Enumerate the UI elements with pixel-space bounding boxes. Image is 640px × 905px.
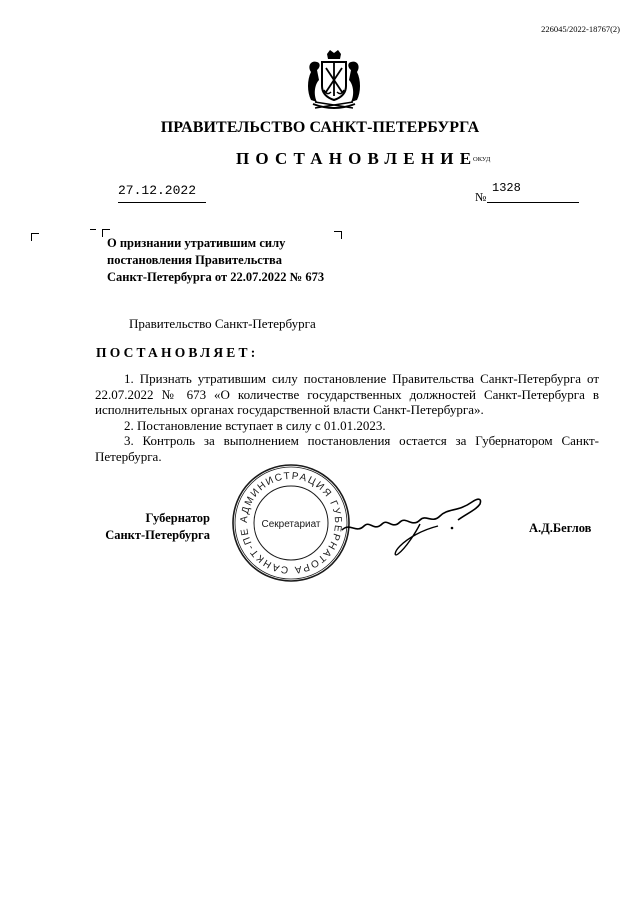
subject-line: О признании утратившим силу	[107, 236, 286, 250]
subject-line: Санкт-Петербурга от 22.07.2022 № 673	[107, 270, 325, 284]
official-stamp	[230, 462, 352, 584]
number-underline	[487, 202, 579, 203]
coat-of-arms-emblem	[305, 50, 363, 114]
resolution-paragraph: 2. Постановление вступает в силу с 01.01.2023.	[124, 417, 386, 433]
signatory-title	[80, 510, 210, 544]
signer-name: А.Д.Беглов	[529, 521, 592, 535]
government-name-heading: ПРАВИТЕЛЬСТВО САНКТ-ПЕТЕРБУРГА	[160, 119, 480, 136]
handwritten-signature	[340, 490, 490, 560]
date-underline	[118, 202, 206, 203]
resolution-paragraph: 3. Контроль за выполнением постановления остается за Губернатором Санкт-Петербурга.	[95, 433, 599, 464]
signatory-line: Санкт-Петербурга	[105, 528, 210, 542]
signatory-line: Губернатор	[145, 511, 210, 525]
stamp-ring-text: АДМИНИСТРАЦИЯ ГУБЕРНАТОРА САНКТ-ПЕ	[238, 470, 344, 576]
document-registration-id: 226045/2022-18767(2)	[541, 24, 620, 34]
subject-line: постановления Правительства	[107, 253, 282, 267]
margin-corner-mark	[90, 229, 96, 237]
resolution-body	[95, 371, 599, 465]
document-subject	[107, 235, 347, 286]
preamble-text: Правительство Санкт-Петербурга	[129, 316, 316, 331]
document-number: 1328	[492, 181, 521, 195]
resolution-paragraph: 1. Признать утратившим силу постановление Правительства Санкт-Петербурга от 22.07.2022 № 673 «О количестве государственных должностей Санкт-Петербурга в исполнительных органах государственной власти Санкт-Петербурга».	[95, 371, 599, 418]
number-sign: №	[475, 190, 487, 204]
resolves-heading: ПОСТАНОВЛЯЕТ:	[96, 345, 259, 360]
okud-label: ОКУД	[473, 156, 491, 163]
stamp-center-label: Секретариат	[261, 519, 321, 530]
document-date: 27.12.2022	[118, 183, 197, 198]
document-type-heading: ПОСТАНОВЛЕНИЕ	[236, 149, 478, 168]
margin-corner-mark	[31, 233, 39, 241]
